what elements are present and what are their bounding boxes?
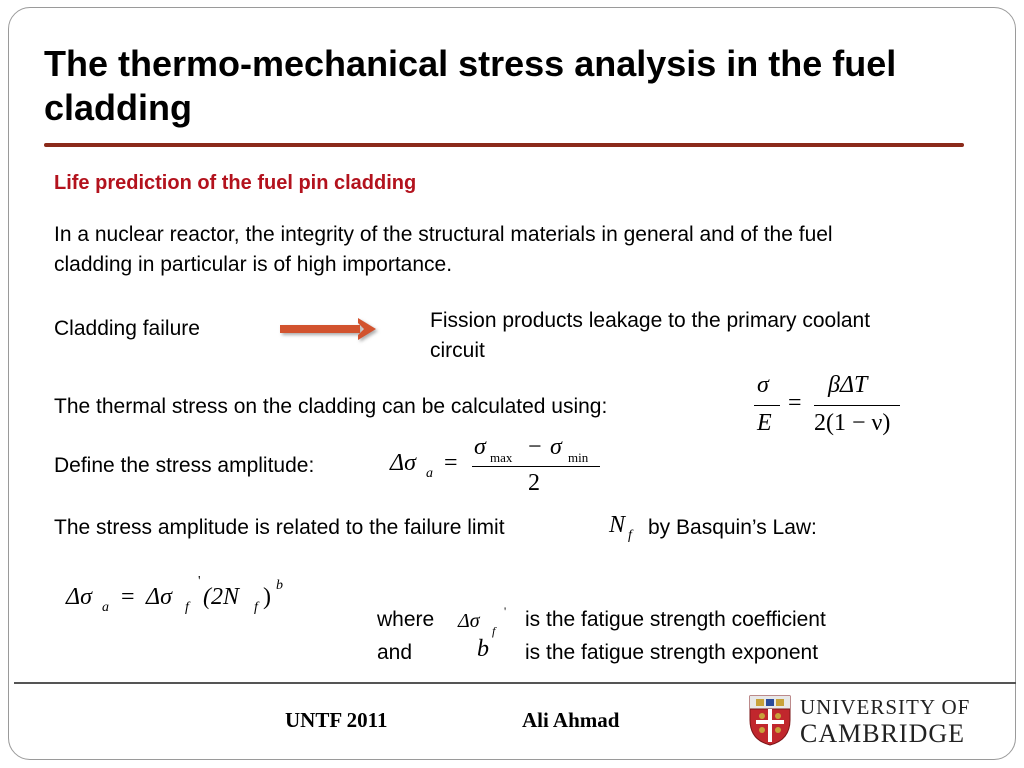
thermal-stress-text: The thermal stress on the cladding can be calculated using: [54, 395, 608, 418]
basquin-text-before: The stress amplitude is related to the failure limit [54, 516, 505, 539]
formula-sub-a: a [426, 466, 433, 481]
and-label: and [377, 641, 413, 664]
formula-sub-f: f [254, 600, 258, 615]
nf-subscript: f [628, 528, 632, 543]
where-label: where [377, 608, 435, 631]
intro-paragraph: In a nuclear reactor, the integrity of the structural materials in general and of the fuel cladding in particular is of high importance. [54, 223, 833, 276]
footer-divider [14, 682, 1016, 684]
formula-sub-a: a [102, 600, 109, 615]
basquin-text-after: by Basquin’s Law: [648, 516, 817, 539]
logo-line-1: UNIVERSITY OF [800, 695, 971, 719]
coef-prime: ' [504, 604, 507, 618]
formula-denominator: 2(1 − ν) [814, 410, 891, 436]
cambridge-crest-icon [748, 694, 792, 746]
title-divider [44, 143, 964, 147]
coef-description: is the fatigue strength coefficient [525, 608, 826, 631]
formula-delta-sigma-f: Δσ [146, 584, 172, 610]
formula-beta-delta-t: βΔT [828, 372, 868, 398]
formula-sub-f: f [185, 600, 189, 615]
section-subtitle: Life prediction of the fuel pin cladding [54, 172, 417, 194]
footer-conference: UNTF 2011 [285, 708, 388, 732]
university-logo [748, 694, 998, 750]
stress-amplitude-text: Define the stress amplitude: [54, 454, 315, 477]
nf-symbol: N [609, 512, 626, 538]
formula-2nf: (2N [203, 584, 239, 610]
slide-title: The thermo-mechanical stress analysis in the fuel cladding [44, 43, 897, 128]
footer-author: Ali Ahmad [522, 708, 620, 732]
formula-two: 2 [528, 470, 540, 496]
fraction-bar [814, 405, 900, 406]
cladding-failure-label: Cladding failure [54, 317, 200, 340]
formula-equals: = [121, 584, 135, 610]
right-arrow-icon [278, 316, 382, 346]
formula-equals: = [444, 450, 458, 476]
formula-E: E [757, 410, 772, 436]
failure-result-text: Fission products leakage to the primary coolant circuit [430, 309, 871, 362]
formula-close-paren: ) [263, 584, 271, 610]
coef-sub-f: f [492, 624, 496, 638]
formula-minus: − [528, 434, 542, 460]
b-symbol: b [477, 636, 489, 662]
formula-sub-max: max [490, 450, 513, 465]
coef-symbol: Δσ [458, 610, 480, 632]
fraction-bar [472, 466, 600, 467]
formula-delta-sigma: Δσ [390, 450, 416, 476]
formula-delta-sigma: Δσ [66, 584, 92, 610]
formula-sigma: σ [757, 372, 769, 398]
exp-description: is the fatigue strength exponent [525, 641, 819, 664]
formula-equals: = [788, 390, 802, 416]
formula-sigma-max: σ [474, 434, 486, 460]
logo-line-2: CAMBRIDGE [800, 719, 966, 748]
formula-sup-b: b [276, 578, 283, 593]
formula-prime: ' [198, 574, 201, 589]
formula-sigma-min: σ [550, 434, 562, 460]
formula-sub-min: min [568, 450, 589, 465]
fraction-bar [754, 405, 780, 406]
